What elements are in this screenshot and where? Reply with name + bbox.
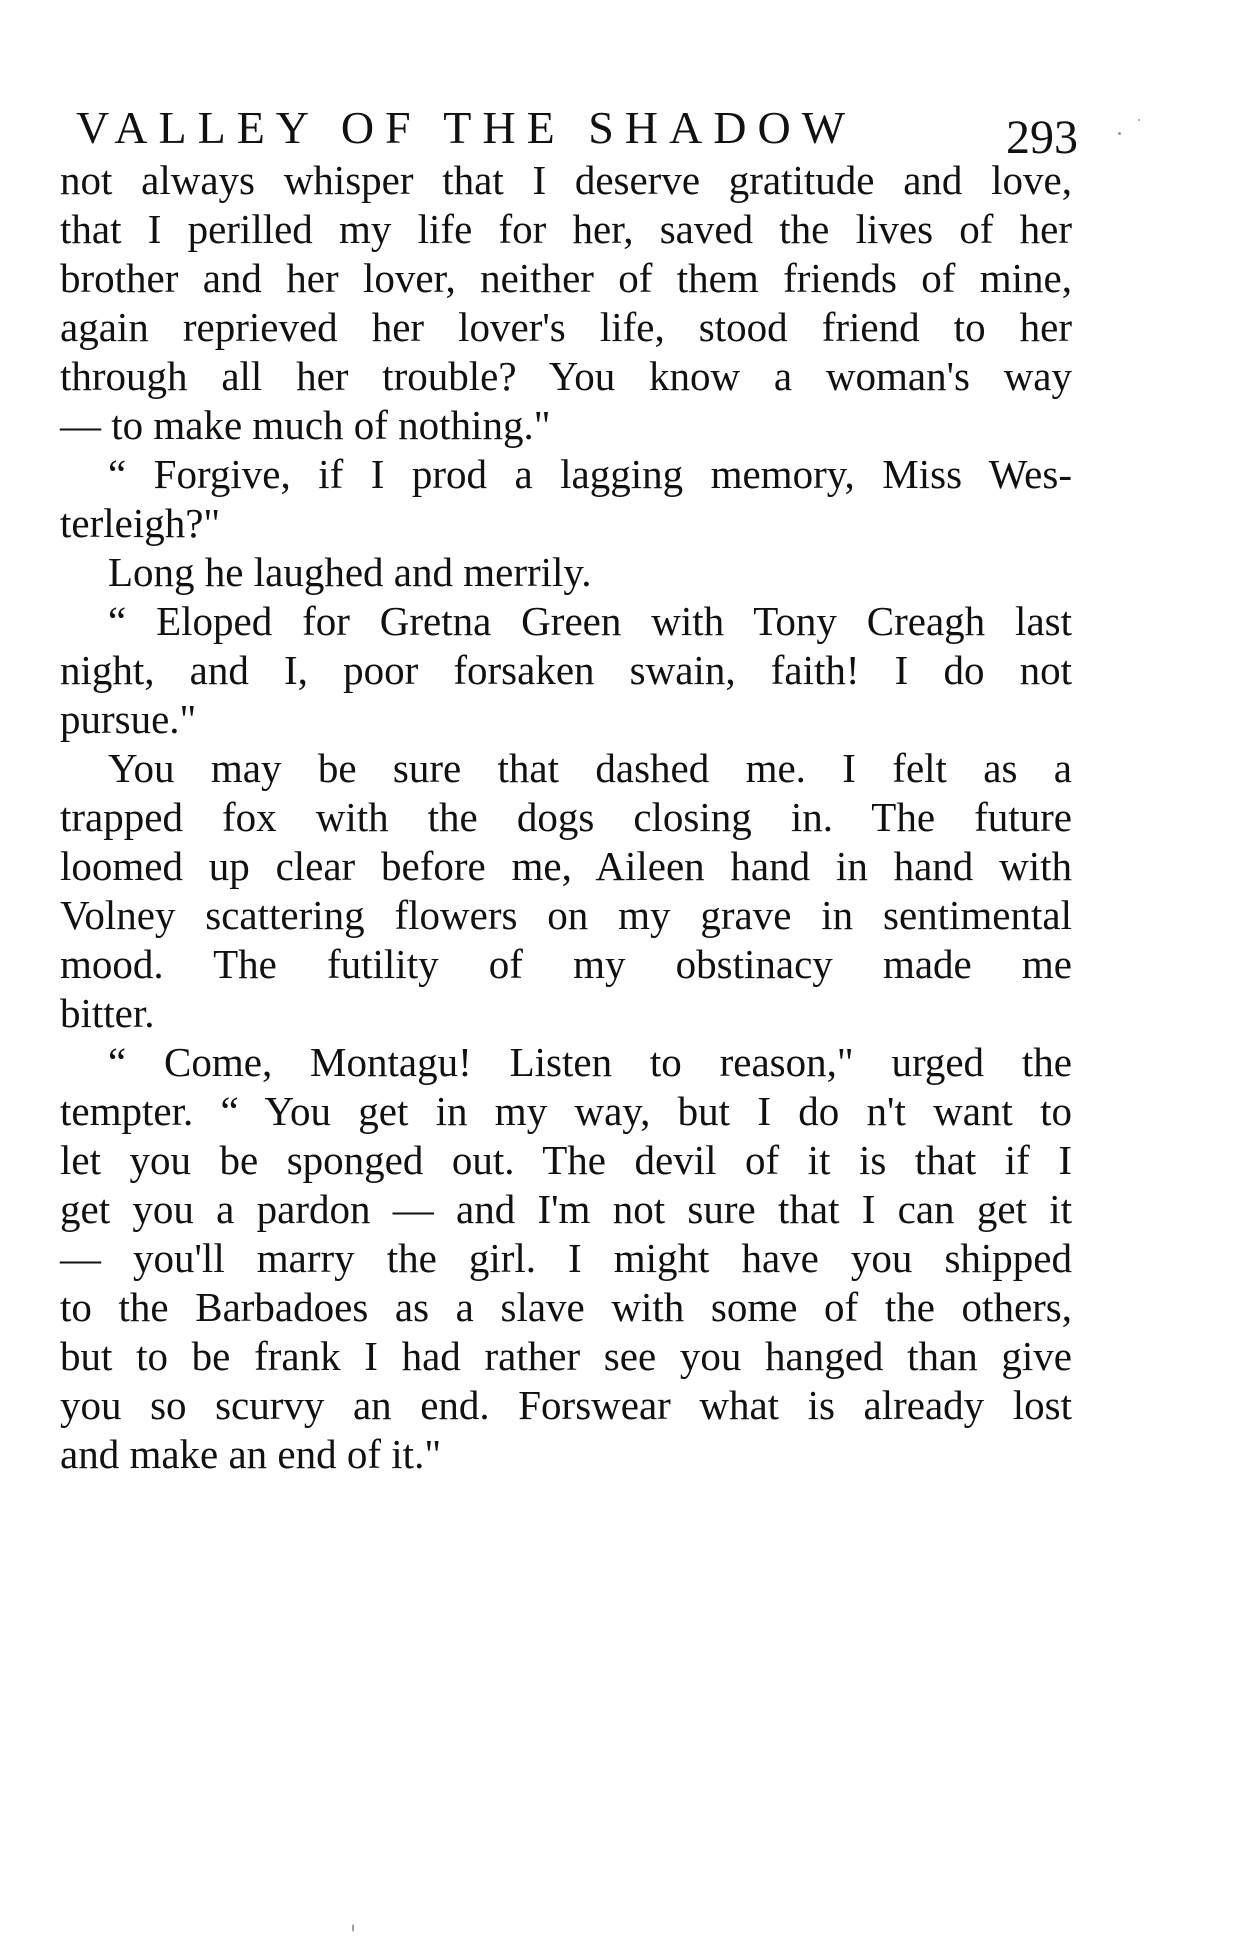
text-line: night, and I, poor forsaken swain, faith! I do not (60, 647, 1072, 693)
text-line: You may be sure that dashed me. I felt as a (108, 745, 1072, 791)
text-line: terleigh?" (60, 500, 221, 546)
paper-speck (1138, 119, 1140, 121)
text-line: “ Eloped for Gretna Green with Tony Creagh last (108, 598, 1072, 644)
text-line: tempter. “ You get in my way, but I do n't want to (60, 1088, 1072, 1134)
text-line: Long he laughed and merrily. (108, 549, 592, 595)
text-line: and make an end of it." (60, 1431, 442, 1477)
text-line: again reprieved her lover's life, stood friend to her (60, 304, 1072, 350)
text-line: pursue." (60, 696, 197, 742)
text-line: that I perilled my life for her, saved the lives of her (60, 206, 1072, 252)
chapter-title: VALLEY OF THE SHADOW (76, 102, 857, 153)
text-line: brother and her lover, neither of them friends of mine, (60, 255, 1072, 301)
text-line: you so scurvy an end. Forswear what is already lost (60, 1382, 1072, 1428)
text-line: loomed up clear before me, Aileen hand in hand with (60, 843, 1072, 889)
text-line: trapped fox with the dogs closing in. The future (60, 794, 1072, 840)
text-line: to the Barbadoes as a slave with some of the others, (60, 1284, 1072, 1330)
text-line: mood. The futility of my obstinacy made me (60, 941, 1072, 987)
text-line: “ Forgive, if I prod a lagging memory, Miss Wes- (108, 451, 1072, 497)
text-line: — to make much of nothing." (60, 402, 551, 448)
paper-speck (352, 1924, 354, 1932)
text-line: but to be frank I had rather see you hanged than give (60, 1333, 1072, 1379)
text-line: “ Come, Montagu! Listen to reason," urged the (108, 1039, 1072, 1085)
text-line: through all her trouble? You know a woman's way (60, 353, 1072, 399)
text-line: let you be sponged out. The devil of it is that if I (60, 1137, 1072, 1183)
text-line: — you'll marry the girl. I might have you shipped (60, 1235, 1072, 1281)
page-number: 293 (1006, 111, 1078, 164)
text-line: Volney scattering flowers on my grave in sentimental (60, 892, 1072, 938)
text-line: not always whisper that I deserve gratitude and love, (60, 157, 1072, 203)
paper-speck (1118, 132, 1121, 135)
text-line: bitter. (60, 990, 155, 1036)
text-line: get you a pardon — and I'm not sure that I can get it (60, 1186, 1072, 1232)
